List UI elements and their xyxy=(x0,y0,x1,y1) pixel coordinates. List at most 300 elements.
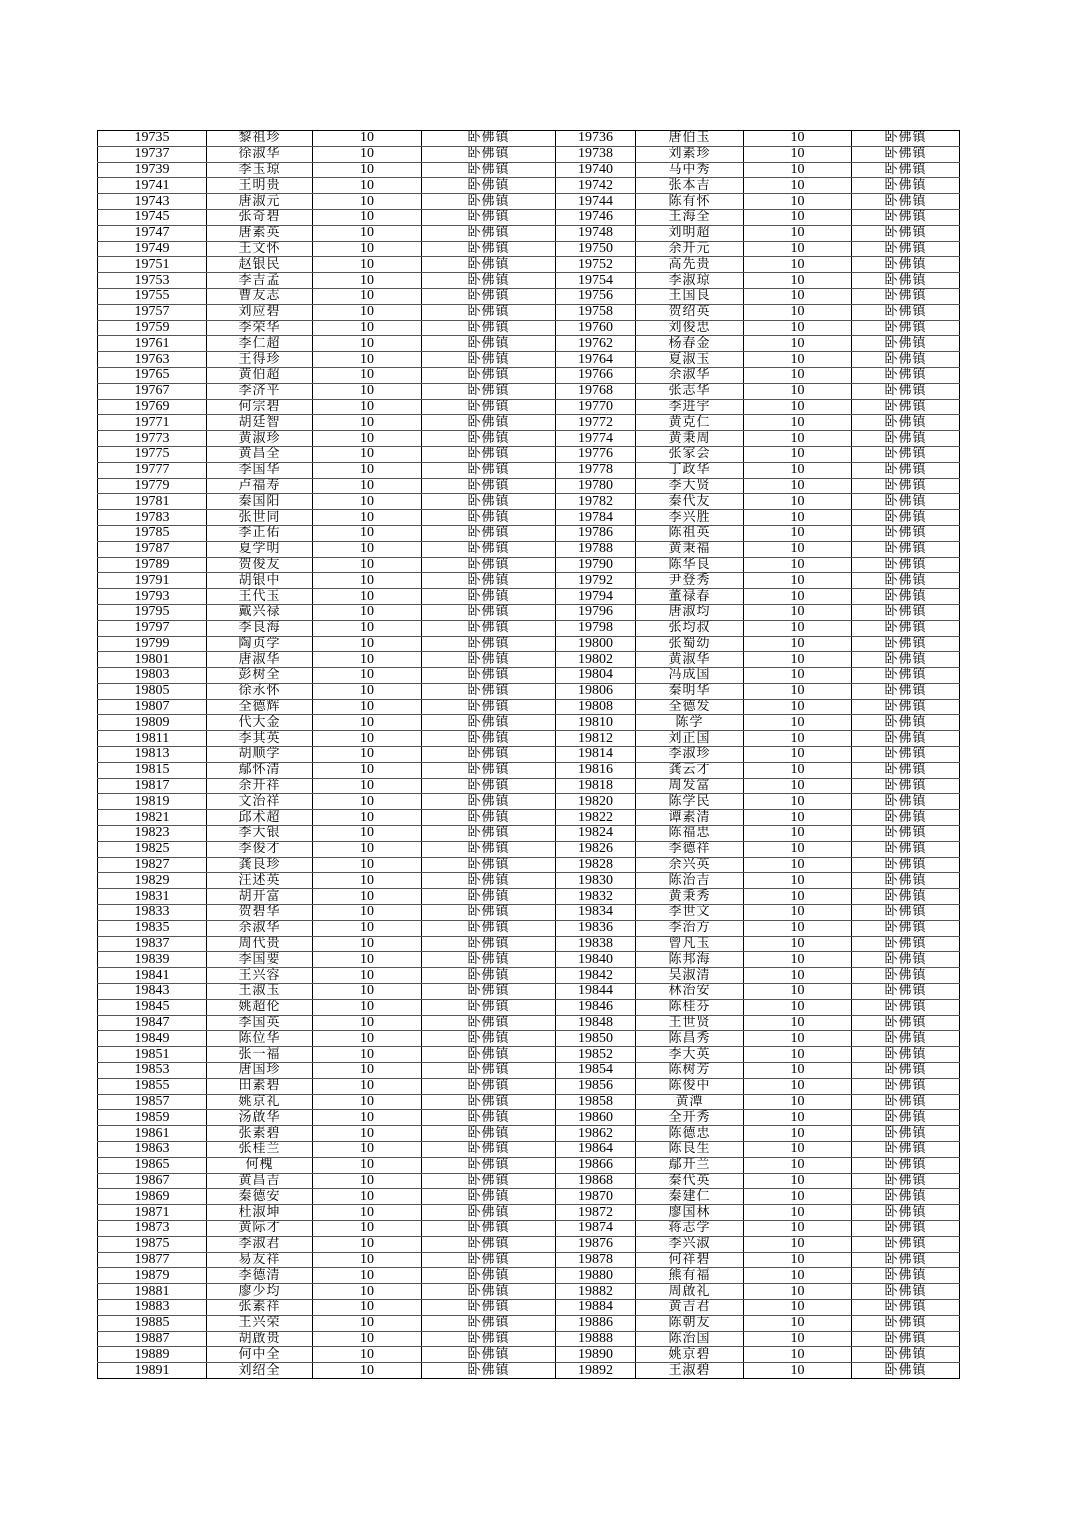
amount-cell: 10 xyxy=(313,146,422,162)
name-cell: 唐淑元 xyxy=(207,194,313,210)
name-cell: 张志华 xyxy=(636,383,744,399)
amount-cell: 10 xyxy=(313,999,422,1015)
amount-cell: 10 xyxy=(744,131,852,147)
town-cell: 卧佛镇 xyxy=(852,1110,960,1126)
record-id-cell: 19747 xyxy=(98,225,207,241)
record-id-cell: 19748 xyxy=(556,225,636,241)
name-cell: 陶贞学 xyxy=(207,636,313,652)
amount-cell: 10 xyxy=(744,889,852,905)
name-cell: 周发富 xyxy=(636,778,744,794)
amount-cell: 10 xyxy=(313,431,422,447)
name-cell: 李淑君 xyxy=(207,1236,313,1252)
record-id-cell: 19844 xyxy=(556,984,636,1000)
name-cell: 王世贤 xyxy=(636,1015,744,1031)
town-cell: 卧佛镇 xyxy=(422,1015,556,1031)
town-cell: 卧佛镇 xyxy=(422,841,556,857)
name-cell: 王兴容 xyxy=(207,968,313,984)
town-cell: 卧佛镇 xyxy=(422,446,556,462)
table-row xyxy=(98,257,960,273)
town-cell: 卧佛镇 xyxy=(852,1252,960,1268)
town-cell: 卧佛镇 xyxy=(422,320,556,336)
record-id-cell: 19877 xyxy=(98,1252,207,1268)
name-cell: 余淑华 xyxy=(207,920,313,936)
record-id-cell: 19769 xyxy=(98,399,207,415)
record-id-cell: 19860 xyxy=(556,1110,636,1126)
amount-cell: 10 xyxy=(744,1063,852,1079)
amount-cell: 10 xyxy=(744,1157,852,1173)
record-id-cell: 19759 xyxy=(98,320,207,336)
table-row xyxy=(98,431,960,447)
record-id-cell: 19835 xyxy=(98,920,207,936)
record-id-cell: 19777 xyxy=(98,462,207,478)
town-cell: 卧佛镇 xyxy=(422,810,556,826)
record-id-cell: 19874 xyxy=(556,1220,636,1236)
town-cell: 卧佛镇 xyxy=(422,1299,556,1315)
name-cell: 冯成国 xyxy=(636,668,744,684)
town-cell: 卧佛镇 xyxy=(852,999,960,1015)
record-id-cell: 19858 xyxy=(556,1094,636,1110)
town-cell: 卧佛镇 xyxy=(852,1299,960,1315)
record-id-cell: 19795 xyxy=(98,604,207,620)
amount-cell: 10 xyxy=(313,525,422,541)
amount-cell: 10 xyxy=(313,178,422,194)
town-cell: 卧佛镇 xyxy=(422,383,556,399)
record-id-cell: 19838 xyxy=(556,936,636,952)
town-cell: 卧佛镇 xyxy=(422,715,556,731)
record-id-cell: 19750 xyxy=(556,241,636,257)
town-cell: 卧佛镇 xyxy=(422,636,556,652)
amount-cell: 10 xyxy=(313,478,422,494)
name-cell: 全德辉 xyxy=(207,699,313,715)
amount-cell: 10 xyxy=(313,936,422,952)
amount-cell: 10 xyxy=(744,668,852,684)
record-id-cell: 19787 xyxy=(98,541,207,557)
amount-cell: 10 xyxy=(313,762,422,778)
record-id-cell: 19757 xyxy=(98,304,207,320)
name-cell: 张本吉 xyxy=(636,178,744,194)
town-cell: 卧佛镇 xyxy=(852,241,960,257)
name-cell: 李国华 xyxy=(207,462,313,478)
record-id-cell: 19746 xyxy=(556,209,636,225)
record-id-cell: 19815 xyxy=(98,762,207,778)
town-cell: 卧佛镇 xyxy=(422,731,556,747)
town-cell: 卧佛镇 xyxy=(422,573,556,589)
amount-cell: 10 xyxy=(313,1268,422,1284)
amount-cell: 10 xyxy=(744,1173,852,1189)
name-cell: 蒋志学 xyxy=(636,1220,744,1236)
town-cell: 卧佛镇 xyxy=(422,367,556,383)
record-id-cell: 19837 xyxy=(98,936,207,952)
town-cell: 卧佛镇 xyxy=(422,304,556,320)
name-cell: 黄潭 xyxy=(636,1094,744,1110)
table-row xyxy=(98,1157,960,1173)
amount-cell: 10 xyxy=(744,1299,852,1315)
amount-cell: 10 xyxy=(313,541,422,557)
record-id-cell: 19826 xyxy=(556,841,636,857)
name-cell: 唐伯玉 xyxy=(636,131,744,147)
town-cell: 卧佛镇 xyxy=(422,288,556,304)
town-cell: 卧佛镇 xyxy=(852,1094,960,1110)
town-cell: 卧佛镇 xyxy=(422,1078,556,1094)
town-cell: 卧佛镇 xyxy=(852,352,960,368)
town-cell: 卧佛镇 xyxy=(852,178,960,194)
name-cell: 余淑华 xyxy=(636,367,744,383)
table-row xyxy=(98,1331,960,1347)
amount-cell: 10 xyxy=(744,1331,852,1347)
town-cell: 卧佛镇 xyxy=(852,1126,960,1142)
record-id-cell: 19887 xyxy=(98,1331,207,1347)
name-cell: 陈邦海 xyxy=(636,952,744,968)
table-row xyxy=(98,731,960,747)
town-cell: 卧佛镇 xyxy=(852,1363,960,1379)
name-cell: 陈福忠 xyxy=(636,826,744,842)
record-id-cell: 19872 xyxy=(556,1205,636,1221)
amount-cell: 10 xyxy=(744,304,852,320)
name-cell: 夏淑玉 xyxy=(636,352,744,368)
record-id-cell: 19751 xyxy=(98,257,207,273)
town-cell: 卧佛镇 xyxy=(422,162,556,178)
name-cell: 谭素清 xyxy=(636,810,744,826)
amount-cell: 10 xyxy=(744,367,852,383)
town-cell: 卧佛镇 xyxy=(422,1047,556,1063)
town-cell: 卧佛镇 xyxy=(852,288,960,304)
name-cell: 李德祥 xyxy=(636,841,744,857)
town-cell: 卧佛镇 xyxy=(852,541,960,557)
amount-cell: 10 xyxy=(744,1110,852,1126)
record-id-cell: 19788 xyxy=(556,541,636,557)
table-row xyxy=(98,636,960,652)
amount-cell: 10 xyxy=(744,794,852,810)
table-row xyxy=(98,841,960,857)
town-cell: 卧佛镇 xyxy=(852,1315,960,1331)
name-cell: 李淑琼 xyxy=(636,273,744,289)
town-cell: 卧佛镇 xyxy=(852,320,960,336)
name-cell: 龚良珍 xyxy=(207,857,313,873)
table-row xyxy=(98,162,960,178)
amount-cell: 10 xyxy=(744,1315,852,1331)
table-row xyxy=(98,1363,960,1379)
town-cell: 卧佛镇 xyxy=(422,241,556,257)
town-cell: 卧佛镇 xyxy=(852,209,960,225)
amount-cell: 10 xyxy=(313,1126,422,1142)
table-row xyxy=(98,478,960,494)
record-id-cell: 19764 xyxy=(556,352,636,368)
amount-cell: 10 xyxy=(744,620,852,636)
record-id-cell: 19780 xyxy=(556,478,636,494)
town-cell: 卧佛镇 xyxy=(852,857,960,873)
name-cell: 秦国阳 xyxy=(207,494,313,510)
town-cell: 卧佛镇 xyxy=(422,920,556,936)
amount-cell: 10 xyxy=(744,494,852,510)
table-row xyxy=(98,1315,960,1331)
name-cell: 李兴胜 xyxy=(636,510,744,526)
name-cell: 李德清 xyxy=(207,1268,313,1284)
name-cell: 陈朝友 xyxy=(636,1315,744,1331)
amount-cell: 10 xyxy=(313,209,422,225)
amount-cell: 10 xyxy=(313,699,422,715)
amount-cell: 10 xyxy=(744,636,852,652)
table-row xyxy=(98,826,960,842)
record-id-cell: 19823 xyxy=(98,826,207,842)
name-cell: 陈华良 xyxy=(636,557,744,573)
town-cell: 卧佛镇 xyxy=(422,1284,556,1300)
name-cell: 刘应碧 xyxy=(207,304,313,320)
amount-cell: 10 xyxy=(744,273,852,289)
record-id-cell: 19774 xyxy=(556,431,636,447)
amount-cell: 10 xyxy=(744,683,852,699)
name-cell: 李其英 xyxy=(207,731,313,747)
record-id-cell: 19851 xyxy=(98,1047,207,1063)
town-cell: 卧佛镇 xyxy=(422,194,556,210)
table-row xyxy=(98,952,960,968)
name-cell: 周代贵 xyxy=(207,936,313,952)
name-cell: 易友祥 xyxy=(207,1252,313,1268)
table-row xyxy=(98,968,960,984)
amount-cell: 10 xyxy=(744,241,852,257)
amount-cell: 10 xyxy=(313,399,422,415)
name-cell: 黄淑华 xyxy=(636,652,744,668)
name-cell: 彭树全 xyxy=(207,668,313,684)
name-cell: 戴兴禄 xyxy=(207,604,313,620)
town-cell: 卧佛镇 xyxy=(422,273,556,289)
table-row xyxy=(98,399,960,415)
amount-cell: 10 xyxy=(313,747,422,763)
name-cell: 李俊才 xyxy=(207,841,313,857)
amount-cell: 10 xyxy=(744,462,852,478)
record-id-cell: 19884 xyxy=(556,1299,636,1315)
town-cell: 卧佛镇 xyxy=(422,478,556,494)
town-cell: 卧佛镇 xyxy=(422,762,556,778)
table-row xyxy=(98,1220,960,1236)
name-cell: 周啟礼 xyxy=(636,1284,744,1300)
town-cell: 卧佛镇 xyxy=(852,1047,960,1063)
table-row xyxy=(98,541,960,557)
amount-cell: 10 xyxy=(744,1284,852,1300)
name-cell: 李国要 xyxy=(207,952,313,968)
record-id-cell: 19740 xyxy=(556,162,636,178)
table-row xyxy=(98,778,960,794)
town-cell: 卧佛镇 xyxy=(422,857,556,873)
amount-cell: 10 xyxy=(744,762,852,778)
town-cell: 卧佛镇 xyxy=(422,131,556,147)
town-cell: 卧佛镇 xyxy=(422,968,556,984)
record-id-cell: 19739 xyxy=(98,162,207,178)
record-id-cell: 19864 xyxy=(556,1142,636,1158)
amount-cell: 10 xyxy=(313,1205,422,1221)
name-cell: 王得珍 xyxy=(207,352,313,368)
town-cell: 卧佛镇 xyxy=(422,1315,556,1331)
name-cell: 李世文 xyxy=(636,905,744,921)
amount-cell: 10 xyxy=(313,952,422,968)
town-cell: 卧佛镇 xyxy=(422,399,556,415)
name-cell: 李济平 xyxy=(207,383,313,399)
town-cell: 卧佛镇 xyxy=(422,225,556,241)
record-id-cell: 19873 xyxy=(98,1220,207,1236)
table-row xyxy=(98,320,960,336)
amount-cell: 10 xyxy=(744,209,852,225)
amount-cell: 10 xyxy=(313,367,422,383)
name-cell: 龚云才 xyxy=(636,762,744,778)
name-cell: 李大贤 xyxy=(636,478,744,494)
name-cell: 张素碧 xyxy=(207,1126,313,1142)
record-id-cell: 19776 xyxy=(556,446,636,462)
amount-cell: 10 xyxy=(313,826,422,842)
record-id-cell: 19846 xyxy=(556,999,636,1015)
record-id-cell: 19854 xyxy=(556,1063,636,1079)
amount-cell: 10 xyxy=(744,288,852,304)
amount-cell: 10 xyxy=(313,1142,422,1158)
amount-cell: 10 xyxy=(744,589,852,605)
name-cell: 姚京礼 xyxy=(207,1094,313,1110)
town-cell: 卧佛镇 xyxy=(422,589,556,605)
name-cell: 陈祖英 xyxy=(636,525,744,541)
town-cell: 卧佛镇 xyxy=(422,778,556,794)
record-id-cell: 19755 xyxy=(98,288,207,304)
name-cell: 黎祖珍 xyxy=(207,131,313,147)
town-cell: 卧佛镇 xyxy=(852,131,960,147)
name-cell: 刘绍全 xyxy=(207,1363,313,1379)
name-cell: 丁政华 xyxy=(636,462,744,478)
amount-cell: 10 xyxy=(313,1078,422,1094)
record-id-cell: 19817 xyxy=(98,778,207,794)
amount-cell: 10 xyxy=(313,683,422,699)
name-cell: 陈树芳 xyxy=(636,1063,744,1079)
town-cell: 卧佛镇 xyxy=(422,1142,556,1158)
table-row xyxy=(98,747,960,763)
record-id-cell: 19883 xyxy=(98,1299,207,1315)
town-cell: 卧佛镇 xyxy=(852,510,960,526)
amount-cell: 10 xyxy=(744,715,852,731)
record-id-cell: 19762 xyxy=(556,336,636,352)
town-cell: 卧佛镇 xyxy=(852,1331,960,1347)
record-id-cell: 19756 xyxy=(556,288,636,304)
amount-cell: 10 xyxy=(744,699,852,715)
record-id-cell: 19773 xyxy=(98,431,207,447)
town-cell: 卧佛镇 xyxy=(852,715,960,731)
table-row xyxy=(98,557,960,573)
name-cell: 李国英 xyxy=(207,1015,313,1031)
town-cell: 卧佛镇 xyxy=(422,1031,556,1047)
name-cell: 曾凡玉 xyxy=(636,936,744,952)
amount-cell: 10 xyxy=(313,1284,422,1300)
town-cell: 卧佛镇 xyxy=(422,541,556,557)
name-cell: 余开祥 xyxy=(207,778,313,794)
record-id-cell: 19869 xyxy=(98,1189,207,1205)
name-cell: 贺俊友 xyxy=(207,557,313,573)
record-id-cell: 19818 xyxy=(556,778,636,794)
amount-cell: 10 xyxy=(744,1126,852,1142)
town-cell: 卧佛镇 xyxy=(422,1347,556,1363)
record-id-cell: 19811 xyxy=(98,731,207,747)
table-row xyxy=(98,1347,960,1363)
town-cell: 卧佛镇 xyxy=(852,873,960,889)
table-row xyxy=(98,494,960,510)
record-id-cell: 19829 xyxy=(98,873,207,889)
name-cell: 高先贵 xyxy=(636,257,744,273)
record-id-cell: 19870 xyxy=(556,1189,636,1205)
table-row xyxy=(98,1284,960,1300)
name-cell: 唐淑华 xyxy=(207,652,313,668)
amount-cell: 10 xyxy=(313,257,422,273)
record-id-cell: 19808 xyxy=(556,699,636,715)
name-cell: 杜淑坤 xyxy=(207,1205,313,1221)
amount-cell: 10 xyxy=(313,131,422,147)
name-cell: 李兴淑 xyxy=(636,1236,744,1252)
name-cell: 刘素珍 xyxy=(636,146,744,162)
name-cell: 吴淑清 xyxy=(636,968,744,984)
amount-cell: 10 xyxy=(313,494,422,510)
amount-cell: 10 xyxy=(744,652,852,668)
record-id-cell: 19831 xyxy=(98,889,207,905)
record-id-cell: 19878 xyxy=(556,1252,636,1268)
record-id-cell: 19760 xyxy=(556,320,636,336)
record-id-cell: 19820 xyxy=(556,794,636,810)
town-cell: 卧佛镇 xyxy=(852,162,960,178)
amount-cell: 10 xyxy=(313,288,422,304)
amount-cell: 10 xyxy=(313,1047,422,1063)
town-cell: 卧佛镇 xyxy=(852,1268,960,1284)
town-cell: 卧佛镇 xyxy=(422,336,556,352)
town-cell: 卧佛镇 xyxy=(422,209,556,225)
table-row xyxy=(98,762,960,778)
record-id-cell: 19853 xyxy=(98,1063,207,1079)
record-id-cell: 19885 xyxy=(98,1315,207,1331)
name-cell: 何宗碧 xyxy=(207,399,313,415)
record-id-cell: 19867 xyxy=(98,1173,207,1189)
town-cell: 卧佛镇 xyxy=(422,1236,556,1252)
amount-cell: 10 xyxy=(744,1015,852,1031)
name-cell: 李正佑 xyxy=(207,525,313,541)
name-cell: 陈学民 xyxy=(636,794,744,810)
amount-cell: 10 xyxy=(744,778,852,794)
name-cell: 文治祥 xyxy=(207,794,313,810)
town-cell: 卧佛镇 xyxy=(852,652,960,668)
amount-cell: 10 xyxy=(313,968,422,984)
name-cell: 陈德忠 xyxy=(636,1126,744,1142)
name-cell: 董禄春 xyxy=(636,589,744,605)
name-cell: 何槐 xyxy=(207,1157,313,1173)
record-id-cell: 19839 xyxy=(98,952,207,968)
name-cell: 黄秉福 xyxy=(636,541,744,557)
amount-cell: 10 xyxy=(744,162,852,178)
amount-cell: 10 xyxy=(744,194,852,210)
record-id-cell: 19892 xyxy=(556,1363,636,1379)
record-id-cell: 19785 xyxy=(98,525,207,541)
amount-cell: 10 xyxy=(313,1015,422,1031)
name-cell: 王淑玉 xyxy=(207,984,313,1000)
name-cell: 陈俊中 xyxy=(636,1078,744,1094)
record-id-cell: 19806 xyxy=(556,683,636,699)
table-row xyxy=(98,1205,960,1221)
name-cell: 陈位华 xyxy=(207,1031,313,1047)
name-cell: 余兴英 xyxy=(636,857,744,873)
town-cell: 卧佛镇 xyxy=(422,1126,556,1142)
record-id-cell: 19753 xyxy=(98,273,207,289)
name-cell: 王淑碧 xyxy=(636,1363,744,1379)
amount-cell: 10 xyxy=(744,1078,852,1094)
amount-cell: 10 xyxy=(313,889,422,905)
name-cell: 张均叔 xyxy=(636,620,744,636)
town-cell: 卧佛镇 xyxy=(852,1173,960,1189)
amount-cell: 10 xyxy=(744,510,852,526)
table-row xyxy=(98,1299,960,1315)
amount-cell: 10 xyxy=(313,1173,422,1189)
name-cell: 张家会 xyxy=(636,446,744,462)
amount-cell: 10 xyxy=(313,1110,422,1126)
town-cell: 卧佛镇 xyxy=(422,936,556,952)
record-id-cell: 19752 xyxy=(556,257,636,273)
table-row xyxy=(98,889,960,905)
